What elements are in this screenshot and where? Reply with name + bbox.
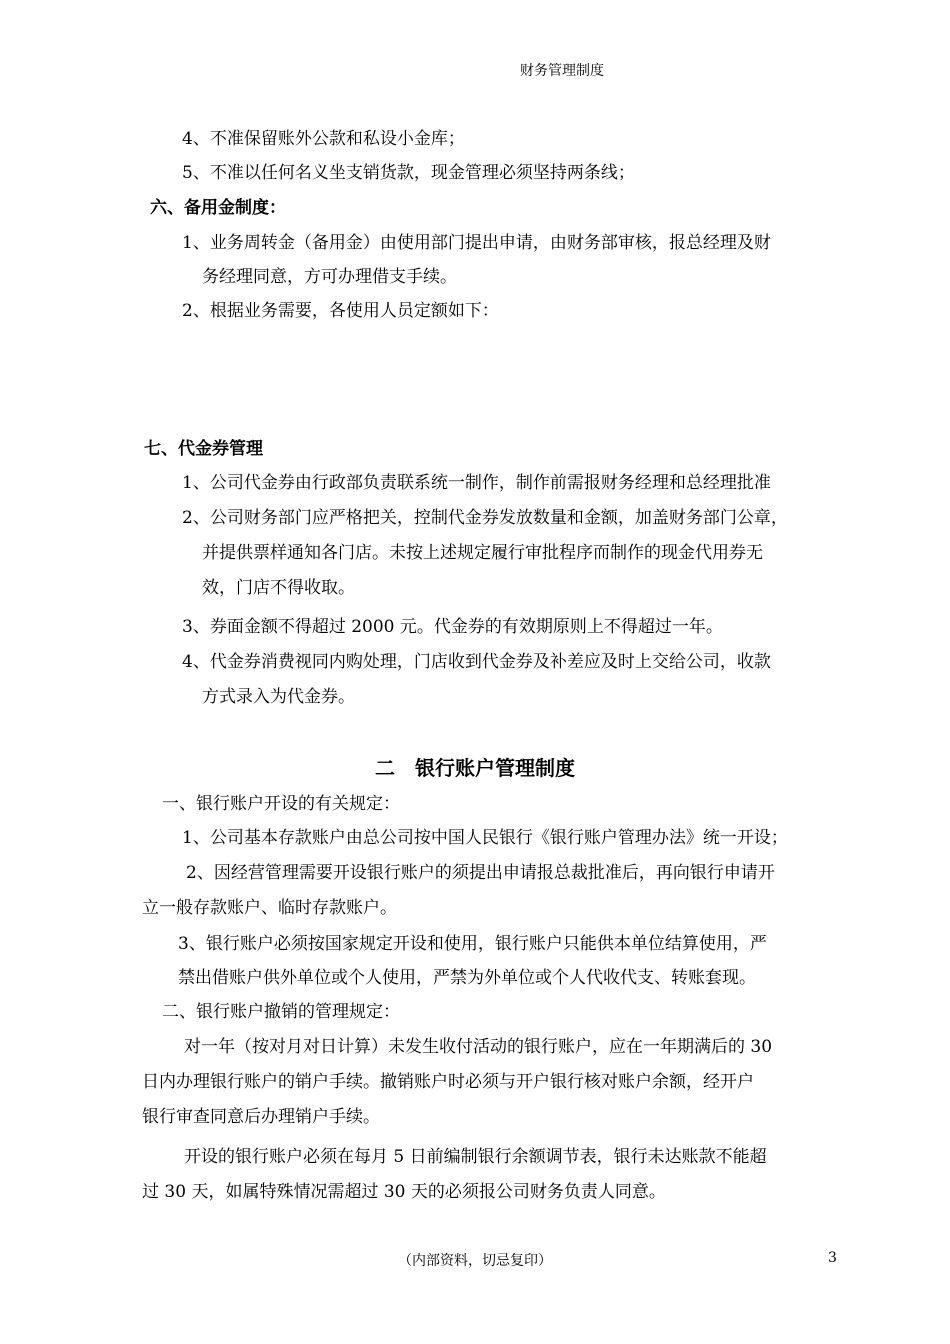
text-line: 3、券面金额不得超过 2000 元。代金券的有效期原则上不得超过一年。 [182,617,723,637]
text-line: 禁出借账户供外单位或个人使用，严禁为外单位或个人代收代支、转账套现。 [178,968,756,988]
text-line: 效，门店不得收取。 [202,578,355,598]
text-line: 日内办理银行账户的销户手续。撤销账户时必须与开户银行核对账户余额，经开户 [142,1072,754,1092]
page-number: 3 [828,1250,837,1266]
text-line: 二、银行账户撤销的管理规定： [162,1002,400,1022]
text-line: 过 30 天，如属特殊情况需超过 30 天的必须报公司财务负责人同意。 [142,1182,666,1202]
section-heading: 六、备用金制度： [150,198,286,218]
text-line: 1、公司基本存款账户由总公司按中国人民银行《银行账户管理办法》统一开设； [182,828,788,848]
text-line: 2、公司财务部门应严格把关，控制代金券发放数量和金额，加盖财务部门公章， [182,508,788,528]
text-line: 开设的银行账户必须在每月 5 日前编制银行余额调节表，银行未达账款不能超 [184,1147,767,1167]
text-line: 2、根据业务需要，各使用人员定额如下： [182,301,499,321]
text-line: 3、银行账户必须按国家规定开设和使用，银行账户只能供本单位结算使用，严 [178,934,767,954]
text-line: 方式录入为代金券。 [202,687,355,707]
text-line: 5、不准以任何名义坐支销货款，现金管理必须坚持两条线； [182,163,635,183]
text-line: 立一般存款账户、临时存款账户。 [142,898,397,918]
text-line: 2、因经营管理需要开设银行账户的须提出申请报总裁批准后，再向银行申请开 [186,863,775,883]
text-line: 务经理同意，方可办理借支手续。 [202,267,457,287]
text-line: 银行审查同意后办理销户手续。 [142,1107,380,1127]
text-line: 对一年（按对月对日计算）未发生收付活动的银行账户，应在一年期满后的 30 [184,1037,773,1057]
chapter-title: 二 银行账户管理制度 [375,756,575,780]
section-heading: 七、代金券管理 [144,439,263,459]
text-line: 一、银行账户开设的有关规定： [162,794,400,814]
text-line: 4、代金券消费视同内购处理，门店收到代金券及补差应及时上交给公司，收款 [182,652,771,672]
text-line: 1、业务周转金（备用金）由使用部门提出申请，由财务部审核，报总经理及财 [182,233,771,253]
text-line: 1、公司代金券由行政部负责联系统一制作，制作前需报财务经理和总经理批准 [182,473,771,493]
text-line: 4、不准保留账外公款和私设小金库； [182,129,465,149]
text-line: 并提供票样通知各门店。未按上述规定履行审批程序而制作的现金代用券无 [202,543,763,563]
page-header: 财务管理制度 [520,63,604,79]
page-footer: （内部资料，切忌复印） [398,1253,552,1269]
